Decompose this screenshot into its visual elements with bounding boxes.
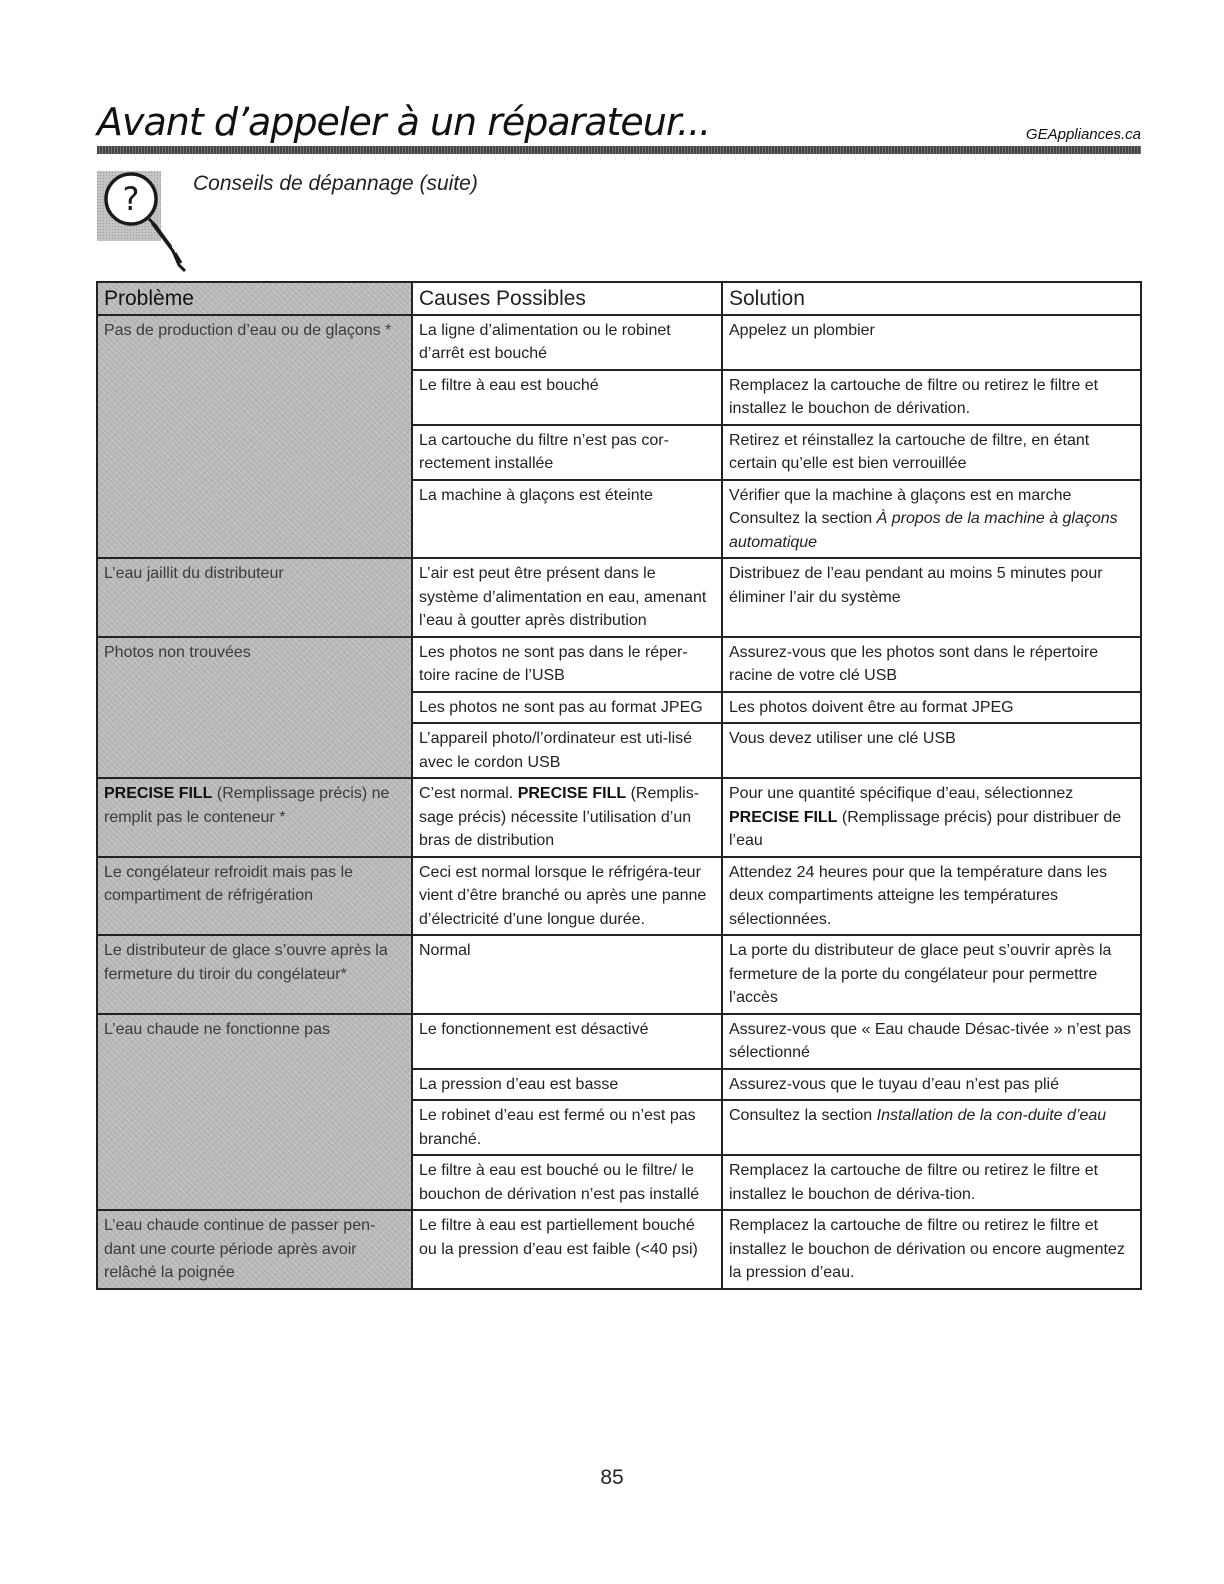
- table-row: [97, 778, 1141, 857]
- solution-cell: [722, 480, 1141, 559]
- cause-cell: Ceci est normal lorsque le réfrigéra-teur vient d’être branché ou après une panne d’électricité d’une longue durée.: [412, 857, 722, 936]
- site-url: GEAppliances.ca: [1025, 126, 1141, 143]
- section-reference: À propos de la machine à glaçons automatique: [729, 510, 1118, 551]
- troubleshooting-table: [96, 281, 1142, 1290]
- solution-cell: Vous devez utiliser une clé USB: [722, 723, 1141, 778]
- cause-text: (Remplis-sage précis) nécessite l’utilisation d’un bras de distribution: [419, 785, 700, 849]
- table-row: [97, 1014, 1141, 1069]
- page-title: Avant d’appeler à un réparateur...: [97, 100, 711, 144]
- solution-cell: Assurez-vous que le tuyau d’eau n’est pas plié: [722, 1069, 1141, 1101]
- magnifier-question-icon: [97, 163, 197, 275]
- cause-cell: Normal: [412, 935, 722, 1014]
- cause-cell: [412, 778, 722, 857]
- cause-cell: L’air est peut être présent dans le système d’alimentation en eau, amenant l’eau à goutter après distribution: [412, 558, 722, 637]
- header-solution: Solution: [722, 282, 1141, 315]
- header-causes: Causes Possibles: [412, 282, 722, 315]
- solution-cell: Remplacez la cartouche de filtre ou retirez le filtre et installez le bouchon de dérivation ou encore augmentez la pression d’eau.: [722, 1210, 1141, 1289]
- cause-cell: La machine à glaçons est éteinte: [412, 480, 722, 559]
- title-rule: [97, 146, 1141, 154]
- solution-cell: Appelez un plombier: [722, 315, 1141, 370]
- table-row: [97, 637, 1141, 692]
- feature-name: PRECISE FILL: [517, 785, 627, 802]
- problem-cell: L’eau chaude continue de passer pen-dant une courte période après avoir relâché la poignée: [97, 1210, 412, 1289]
- solution-cell: Retirez et réinstallez la cartouche de filtre, en étant certain qu’elle est bien verrouillée: [722, 425, 1141, 480]
- solution-cell: Remplacez la cartouche de filtre ou retirez le filtre et installez le bouchon de dérivation.: [722, 370, 1141, 425]
- section-subtitle: Conseils de dépannage (suite): [193, 172, 478, 195]
- problem-cell: Le congélateur refroidit mais pas le compartiment de réfrigération: [97, 857, 412, 936]
- cause-cell: La cartouche du filtre n’est pas cor-rectement installée: [412, 425, 722, 480]
- feature-name: PRECISE FILL: [729, 808, 838, 826]
- cause-cell: Le fonctionnement est désactivé: [412, 1014, 722, 1069]
- table-header-row: [97, 282, 1141, 315]
- problem-text: (Remplissage précis) ne remplit pas le conteneur *: [104, 785, 390, 826]
- svg-text:?: ?: [122, 180, 140, 218]
- solution-text: (Remplissage précis) pour distribuer de l’eau: [729, 808, 1122, 849]
- table-row: [97, 857, 1141, 936]
- table-row: [97, 935, 1141, 1014]
- solution-text: Pour une quantité spécifique d’eau, sélectionnez: [729, 785, 1074, 802]
- solution-cell: Assurez-vous que les photos sont dans le répertoire racine de votre clé USB: [722, 637, 1141, 692]
- solution-cell: Attendez 24 heures pour que la température dans les deux compartiments atteigne les températures sélectionnées.: [722, 857, 1141, 936]
- problem-cell: L’eau jaillit du distributeur: [97, 558, 412, 637]
- solution-cell: [722, 778, 1141, 857]
- problem-cell: Pas de production d’eau ou de glaçons *: [97, 315, 412, 559]
- cause-cell: Le robinet d’eau est fermé ou n’est pas branché.: [412, 1100, 722, 1155]
- solution-cell: La porte du distributeur de glace peut s’ouvrir après la fermeture de la porte du congélateur pour permettre l’accès: [722, 935, 1141, 1014]
- header-problem: Problème: [97, 282, 412, 315]
- problem-cell: [97, 778, 412, 857]
- problem-cell: Photos non trouvées: [97, 637, 412, 779]
- cause-cell: Les photos ne sont pas au format JPEG: [412, 692, 722, 724]
- cause-cell: Le filtre à eau est partiellement bouché ou la pression d’eau est faible (<40 psi): [412, 1210, 722, 1289]
- solution-cell: Remplacez la cartouche de filtre ou retirez le filtre et installez le bouchon de dériva-tion.: [722, 1155, 1141, 1210]
- cause-cell: L’appareil photo/l’ordinateur est uti-lisé avec le cordon USB: [412, 723, 722, 778]
- cause-cell: Les photos ne sont pas dans le réper-toire racine de l’USB: [412, 637, 722, 692]
- cause-cell: La ligne d’alimentation ou le robinet d’arrêt est bouché: [412, 315, 722, 370]
- solution-text: Vérifier que la machine à glaçons est en marche Consultez la section: [729, 486, 1072, 527]
- cause-text: C’est normal.: [419, 785, 518, 802]
- table-row: [97, 315, 1141, 370]
- solution-cell: Les photos doivent être au format JPEG: [722, 692, 1141, 724]
- section-reference: Installation de la con-duite d’eau: [876, 1107, 1107, 1124]
- page-number: 85: [600, 1466, 624, 1489]
- problem-cell: Le distributeur de glace s’ouvre après la fermeture du tiroir du congélateur*: [97, 935, 412, 1014]
- cause-cell: Le filtre à eau est bouché ou le filtre/ le bouchon de dérivation n’est pas installé: [412, 1155, 722, 1210]
- solution-cell: Assurez-vous que « Eau chaude Désac-tivée » n’est pas sélectionné: [722, 1014, 1141, 1069]
- table-row: [97, 1210, 1141, 1289]
- feature-name: PRECISE FILL: [104, 785, 213, 802]
- solution-cell: [722, 1100, 1141, 1155]
- problem-cell: L’eau chaude ne fonctionne pas: [97, 1014, 412, 1211]
- solution-cell: Distribuez de l’eau pendant au moins 5 minutes pour éliminer l’air du système: [722, 558, 1141, 637]
- solution-text: Consultez la section: [729, 1107, 877, 1124]
- cause-cell: Le filtre à eau est bouché: [412, 370, 722, 425]
- table-row: [97, 558, 1141, 637]
- cause-cell: La pression d’eau est basse: [412, 1069, 722, 1101]
